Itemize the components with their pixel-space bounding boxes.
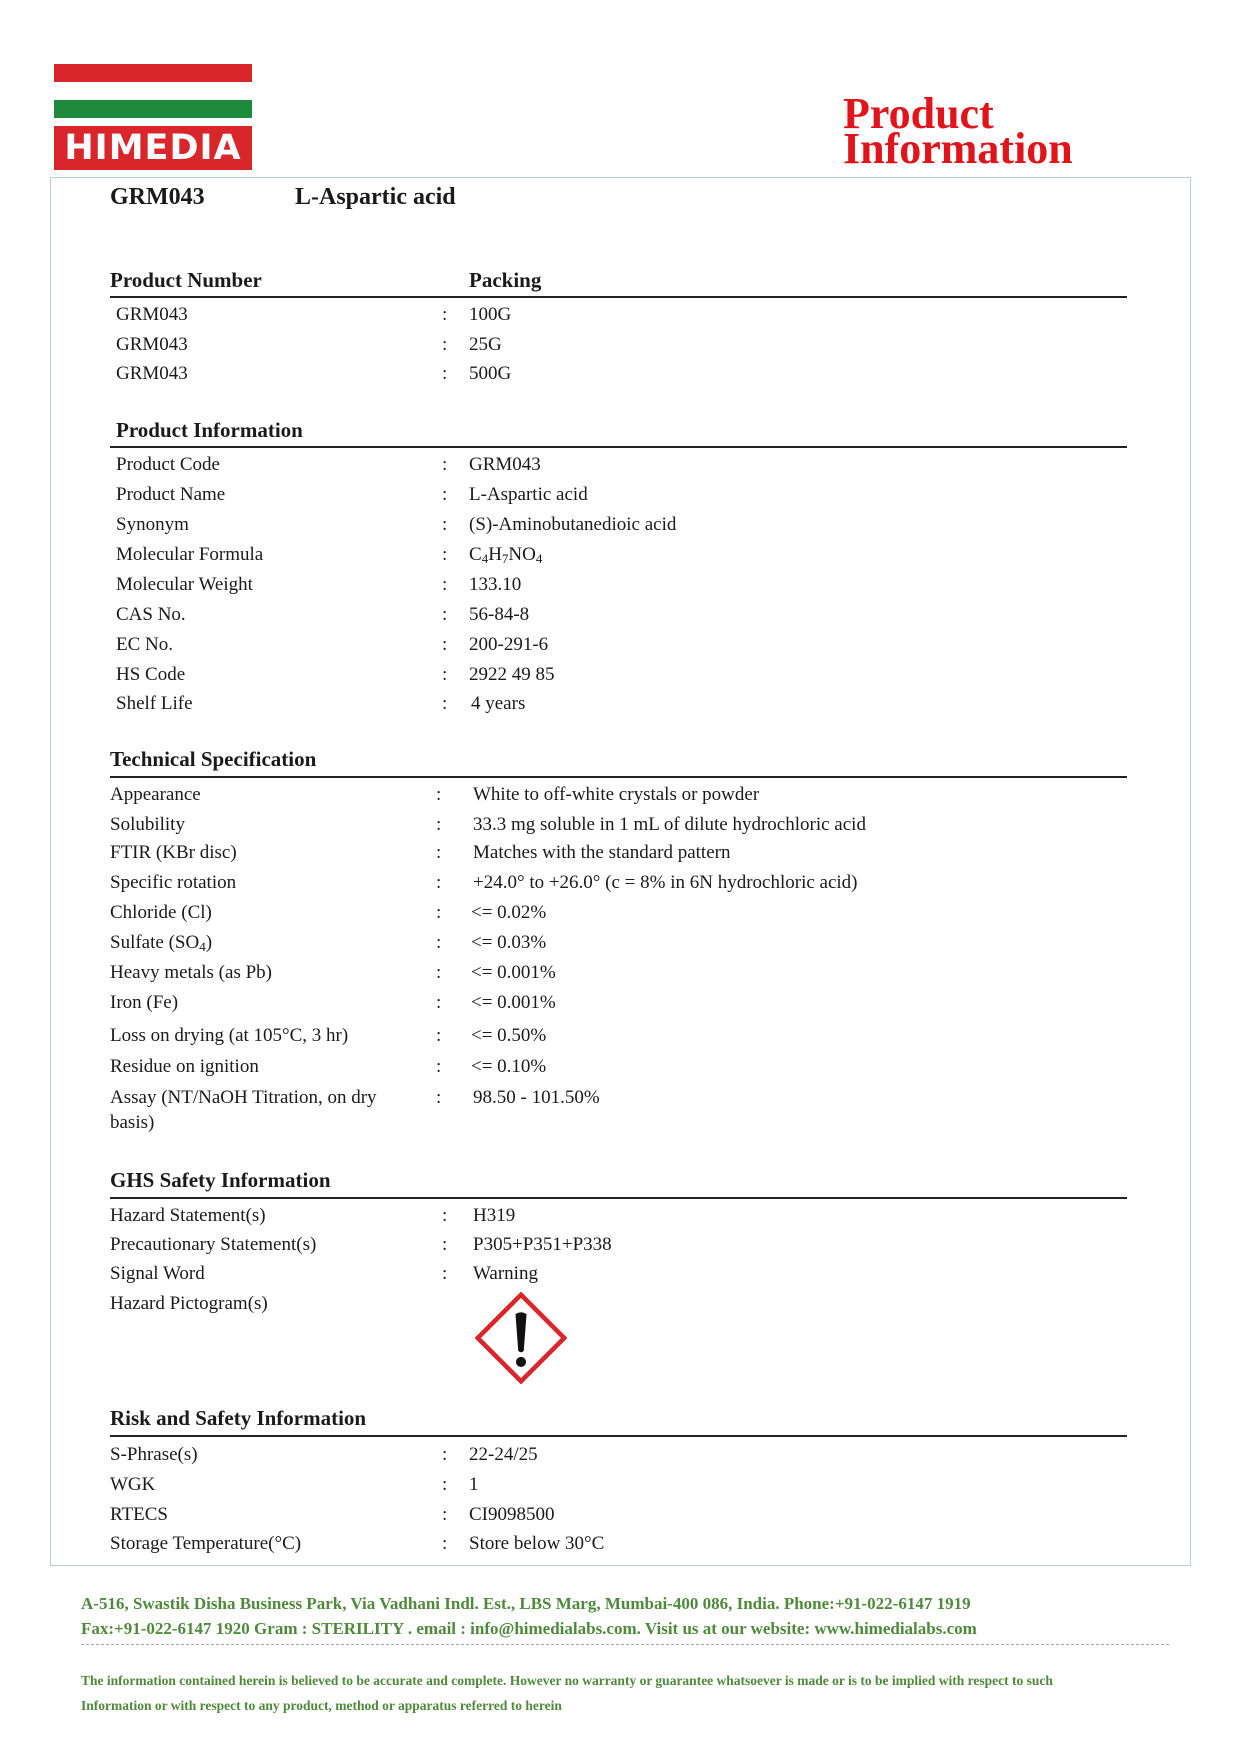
risk-rule — [110, 1435, 1127, 1437]
molecular-formula: $C_4H_7NO_4$ — [469, 544, 543, 566]
logo-white-stripe — [54, 82, 252, 100]
footer-disclaimer-line-2: Information or with respect to any product, method or apparatus referred to herein — [81, 1698, 562, 1713]
col-packing: Packing — [469, 268, 542, 292]
technical-specification-title: Technical Specification — [110, 747, 317, 771]
logo-wordmark: HIMEDIA — [54, 126, 252, 170]
col-product-number: Product Number — [110, 268, 262, 292]
footer-address-line-2: Fax:+91-022-6147 1920 Gram : STERILITY . email : info@himedialabs.com. Visit us at our website: www.himedialabs.com — [81, 1619, 977, 1638]
heading-line-1: Product — [843, 89, 994, 138]
product-code-title: GRM043 — [110, 184, 205, 210]
exclamation-mark-diamond-icon — [475, 1292, 567, 1384]
footer-address-line-1: A-516, Swastik Disha Business Park, Via Vadhani Indl. Est., LBS Marg, Mumbai-400 086, India. Phone:+91-022-6147 1919 — [81, 1594, 971, 1613]
packing-rule — [110, 296, 1127, 298]
product-information-title: Product Information — [116, 418, 303, 442]
document-header — [110, 184, 456, 211]
footer-disclaimer — [81, 1668, 1053, 1718]
footer-address — [81, 1591, 977, 1641]
footer-disclaimer-line-1: The information contained herein is believed to be accurate and complete. However no warranty or guarantee whatsoever is made or is to be implied with respect to such — [81, 1673, 1053, 1688]
ghs-rule — [110, 1197, 1127, 1199]
product-info-rule — [110, 446, 1127, 448]
risk-safety-title: Risk and Safety Information — [110, 1406, 367, 1430]
himedia-logo — [54, 64, 252, 170]
logo-red-stripe — [54, 64, 252, 82]
product-information-heading — [843, 89, 1073, 173]
product-name-title: L-Aspartic acid — [295, 184, 456, 210]
heading-line-2: Information — [843, 124, 1073, 173]
footer-dashed-divider — [81, 1644, 1169, 1645]
logo-green-stripe — [54, 100, 252, 118]
ghs-safety-title: GHS Safety Information — [110, 1168, 331, 1192]
tech-spec-rule — [110, 776, 1127, 778]
